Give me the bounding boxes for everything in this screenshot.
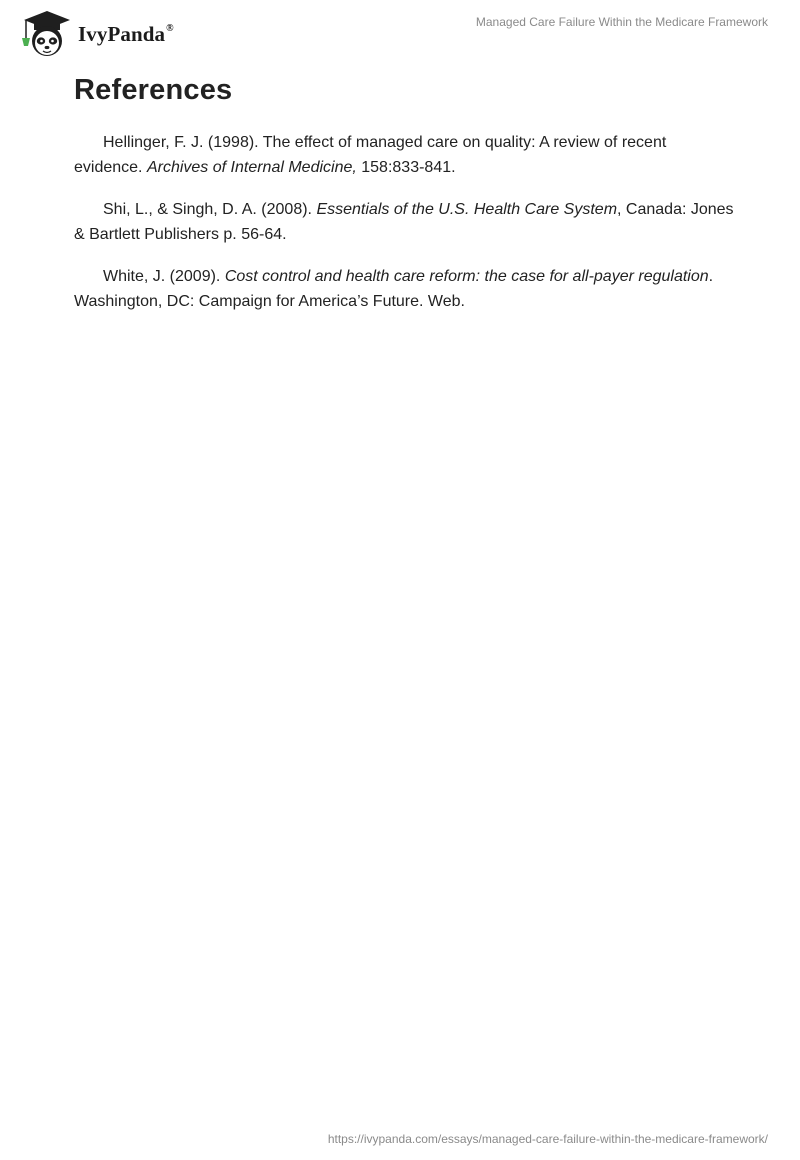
source-url-link[interactable]: https://ivypanda.com/essays/managed-care-failure-within-the-medicare-framework/ [327,1132,768,1146]
main-content [74,70,734,331]
reference-item: White, J. (2009). Cost control and health care reform: the case for all-payer regulation. Washington, DC: Campaign for America’s Future. Web. [74,268,714,310]
registered-mark: ® [166,22,174,34]
running-title: Managed Care Failure Within the Medicare Framework [475,15,768,29]
reference-source-title: Archives of Internal Medicine, [146,159,357,176]
reference-item: Hellinger, F. J. (1998). The effect of managed care on quality: A review of recent evidence. Archives of Internal Medicine, 158:833-841. [74,134,667,176]
reference-source-title: Cost control and health care reform: the case for all-payer regulation [224,268,709,285]
ivypanda-logo[interactable] [14,8,174,58]
page-header [0,0,800,64]
panda-graduate-icon [14,8,76,58]
reference-list [74,130,734,314]
page-heading: References [74,74,233,106]
brand-name: IvyPanda® [78,21,174,46]
reference-source-title: Essentials of the U.S. Health Care System [316,201,618,218]
reference-item: Shi, L., & Singh, D. A. (2008). Essentials of the U.S. Health Care System, Canada: Jones & Bartlett Publishers p. 56-64. [74,201,734,243]
